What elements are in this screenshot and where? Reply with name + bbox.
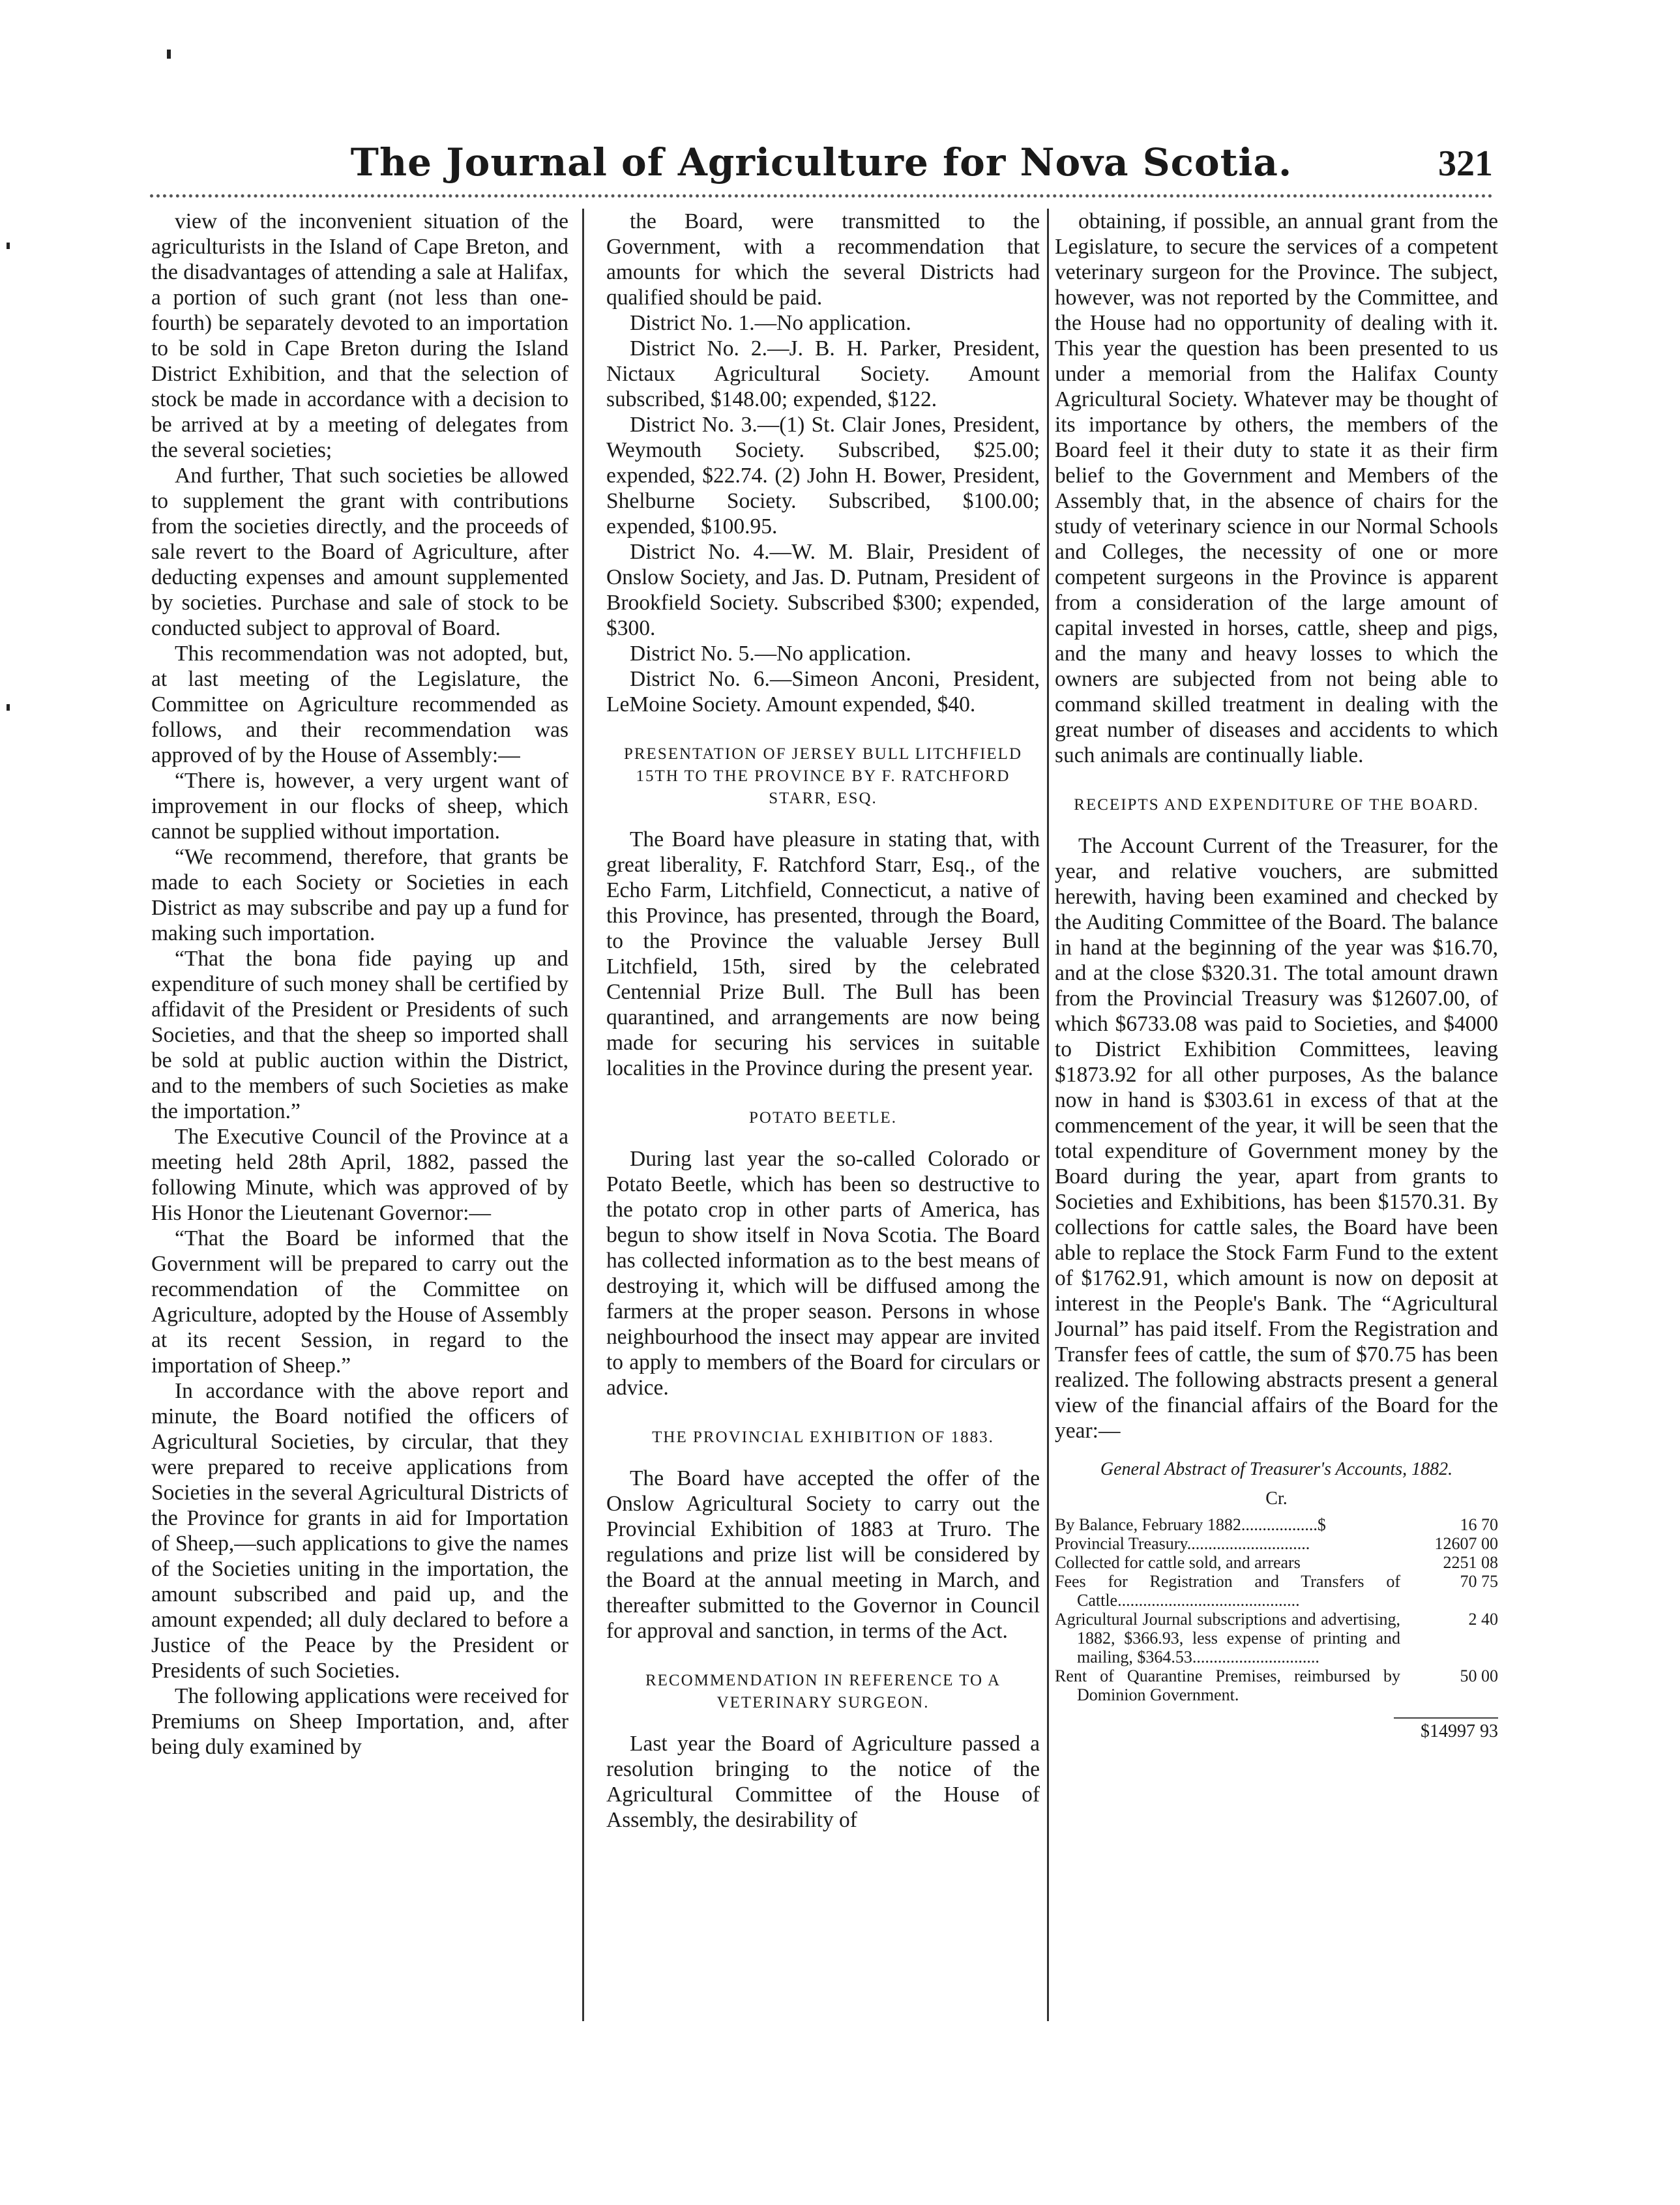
- paragraph: view of the inconvenient situation of the agriculturists in the Island of Cape Breton, and the disadvantages of attending a sale at Halifax, a portion of such grant (not less than one-fourth) be separately devoted to an importation to be sold in Cape Breton during the Island District Exhibition, and that the selection of stock be made in accordance with a decision to be arrived at by a meeting of delegates from the several societies;: [151, 209, 568, 462]
- abstract-row-amount: 2251 08: [1443, 1553, 1498, 1572]
- abstract-title: General Abstract of Treasurer's Accounts, 1882.: [1100, 1459, 1453, 1479]
- paragraph: “There is, however, a very urgent want of improvement in our flocks of sheep, which cannot be supplied without importation.: [151, 769, 568, 844]
- paragraph: The following applications were received for Premiums on Sheep Importation, and, after being duly examined by: [151, 1684, 568, 1759]
- abstract-row: [1055, 1610, 1498, 1666]
- column-1: [151, 209, 568, 1760]
- page-header: [150, 140, 1493, 199]
- column-divider: [1047, 209, 1049, 2021]
- abstract-row-amount: 70 75: [1460, 1572, 1498, 1591]
- abstract-row: [1055, 1515, 1498, 1534]
- abstract-row: [1055, 1666, 1498, 1704]
- abstract-row-label: Collected for cattle sold, and arrears: [1055, 1553, 1301, 1572]
- abstract-row-amount: 16 70: [1460, 1515, 1498, 1534]
- margin-mark: [7, 243, 10, 249]
- paragraph: The Executive Council of the Province at a meeting held 28th April, 1882, passed the following Minute, which was approved of by His Honor the Lieutenant Governor:—: [151, 1125, 568, 1225]
- paragraph: District No. 3.—(1) St. Clair Jones, President, Weymouth Society. Subscribed, $25.00; expended, $22.74. (2) John H. Bower, President, Shelburne Society. Subscribed, $100.00; expended, $100.95.: [606, 413, 1040, 539]
- column-3: [1055, 209, 1498, 1744]
- abstract-row: [1055, 1553, 1498, 1572]
- paragraph: In accordance with the above report and minute, the Board notified the officers of Agricultural Societies, by circular, that they were prepared to receive applications from Societies in the several Agricultural Districts of the Province for grants in aid for Importation of Sheep,—such applications to give the names of the Societies uniting in the importation, the amount subscribed and paid up, and the amount expended; all duly declared to before a Justice of the Peace by the President or Presidents of such Societies.: [151, 1379, 568, 1683]
- abstract-row-label: Rent of Quarantine Premises, reimbursed by Dominion Government.: [1055, 1666, 1400, 1704]
- section-heading: THE PROVINCIAL EXHIBITION OF 1883.: [652, 1428, 994, 1446]
- paragraph: District No. 6.—Simeon Anconi, President, LeMoine Society. Amount expended, $40.: [606, 667, 1040, 717]
- paragraph: The Board have accepted the offer of the Onslow Agricultural Society to carry out the Provincial Exhibition of 1883 at Truro. The regulations and prize list will be considered by the Board at the annual meeting in March, and thereafter submitted to the Governor in Council for approval and sanction, in terms of the Act.: [606, 1466, 1040, 1643]
- paragraph: The Account Current of the Treasurer, for the year, and relative vouchers, are submitted herewith, having been examined and checked by the Auditing Committee of the Board. The balance in hand at the beginning of the year was $16.70, and at the close $320.31. The total amount drawn from the Provincial Treasury was $12607.00, of which $6733.08 was paid to Societies, and $4000 to District Exhibition Committees, leaving $1873.92 for all other purposes, As the balance now in hand is $303.61 in excess of that at the commencement of the year, it will be seen that the total expenditure of Government money by the Board during the year, apart from grants to Societies and Exhibitions, has been $1570.31. By collections for cattle sales, the Board have been able to replace the Stock Farm Fund to the extent of $1762.91, which amount is now on deposit at interest in the People's Bank. The “Agricultural Journal” has paid itself. From the Registration and Transfer fees of cattle, the sum of $70.75 has been realized. The following abstracts present a general view of the financial affairs of the Board for the year:—: [1055, 834, 1498, 1443]
- abstract-row-amount: 12607 00: [1434, 1534, 1498, 1553]
- page-title: The Journal of Agriculture for Nova Scotia.: [350, 140, 1293, 185]
- column-2: [606, 209, 1040, 1833]
- section-heading: POTATO BEETLE.: [749, 1109, 897, 1127]
- paragraph: “That the bona fide paying up and expenditure of such money shall be certified by affidavit of the President or Presidents of such Societies, and that the sheep so imported shall be sold at public auction within the District, and to the members of such Societies as make the importation.”: [151, 947, 568, 1123]
- paragraph: And further, That such societies be allowed to supplement the grant with contributions from the societies directly, and the proceeds of sale revert to the Board of Agriculture, after deducting expenses and amount supplemented by societies. Purchase and sale of stock to be conducted subject to approval of Board.: [151, 464, 568, 640]
- paragraph: District No. 2.—J. B. H. Parker, President, Nictaux Agricultural Society. Amount subscribed, $148.00; expended, $122.: [606, 336, 1040, 411]
- header-rule: [150, 194, 1493, 198]
- abstract-row: [1055, 1534, 1498, 1553]
- paragraph: District No. 1.—No application.: [630, 311, 911, 335]
- section-heading: PRESENTATION OF JERSEY BULL LITCHFIELD 15TH TO THE PROVINCE BY F. RATCHFORD STARR, ESQ.: [623, 745, 1023, 807]
- paragraph: District No. 5.—No application.: [630, 642, 911, 666]
- paragraph: During last year the so-called Colorado or Potato Beetle, which has been so destructive to the potato crop in other parts of America, has begun to show itself in Nova Scotia. The Board has collected information as to the best means of destroying it, which will be diffused among the farmers at the proper season. Persons in whose neighbourhood the insect may appear are invited to apply to members of the Board for circulars or advice.: [606, 1147, 1040, 1400]
- abstract-row: [1055, 1572, 1498, 1610]
- paragraph: Last year the Board of Agriculture passed a resolution bringing to the notice of the Agricultural Committee of the House of Assembly, the desirability of: [606, 1732, 1040, 1832]
- paragraph: “That the Board be informed that the Government will be prepared to carry out the recommendation of the Committee on Agriculture, adopted by the House of Assembly at its recent Session, in regard to the importation of Sheep.”: [151, 1226, 568, 1378]
- margin-mark: [7, 704, 10, 711]
- section-heading: RECOMMENDATION IN REFERENCE TO A VETERINARY SURGEON.: [645, 1672, 1001, 1711]
- abstract-row-label: Fees for Registration and Transfers of Cattle...........................................: [1055, 1572, 1400, 1610]
- abstract-total: $14997 93: [1394, 1717, 1498, 1744]
- paragraph: The Board have pleasure in stating that, with great liberality, F. Ratchford Starr, Esq., of the Echo Farm, Litchfield, Connecticut, a native of this Province, has presented, through the Board, to the Province the valuable Jersey Bull Litchfield, 15th, sired by the celebrated Centennial Prize Bull. The Bull has been quarantined, and arrangements are now being made for securing his services in suitable localities in the Province during the present year.: [606, 827, 1040, 1080]
- paragraph: the Board, were transmitted to the Government, with a recommendation that amounts for which the several Districts had qualified should be paid.: [606, 209, 1040, 310]
- column-divider: [582, 209, 584, 2021]
- paragraph: District No. 4.—W. M. Blair, President of Onslow Society, and Jas. D. Putnam, President of Brookfield Society. Subscribed $300; expended, $300.: [606, 540, 1040, 640]
- page-number: 321: [1438, 143, 1493, 184]
- treasurer-abstract: [1055, 1457, 1498, 1744]
- abstract-row-amount: 2 40: [1468, 1610, 1498, 1629]
- paragraph: “We recommend, therefore, that grants be made to each Society or Societies in each District as may subscribe and pay up a fund for making such importation.: [151, 845, 568, 945]
- abstract-row-amount: 50 00: [1460, 1666, 1498, 1685]
- margin-mark: [167, 50, 171, 59]
- abstract-row-label: Provincial Treasury.............................: [1055, 1534, 1310, 1553]
- abstract-side-label: Cr.: [1265, 1488, 1288, 1509]
- abstract-row-label: Agricultural Journal subscriptions and advertising, 1882, $366.93, less expense of printing and mailing, $364.53..............................: [1055, 1610, 1400, 1666]
- paragraph: obtaining, if possible, an annual grant from the Legislature, to secure the services of a competent veterinary surgeon for the Province. The subject, however, was not reported by the Committee, and the House had no opportunity of dealing with it. This year the question has been presented to us under a memorial from the Halifax County Agricultural Society. Whatever may be thought of its importance by others, the members of the Board feel it their duty to state it as their firm belief to the Government and Members of the Assembly that, in the absence of chairs for the study of veterinary science in our Normal Schools and Colleges, the necessity of one or more competent surgeons in the Province is apparent from a consideration of the large amount of capital invested in horses, cattle, sheep and pigs, and the many and heavy losses to which the owners are subjected from not being able to command skilled treatment in dealing with the great number of diseases and accidents to which such animals are continually liable.: [1055, 209, 1498, 767]
- abstract-rows: [1055, 1515, 1498, 1704]
- section-heading: RECEIPTS AND EXPENDITURE OF THE BOARD.: [1074, 796, 1479, 814]
- abstract-row-label: By Balance, February 1882..................$: [1055, 1515, 1326, 1534]
- column-3-body: [1055, 209, 1498, 1443]
- paragraph: This recommendation was not adopted, but, at last meeting of the Legislature, the Committee on Agriculture recommended as follows, and their recommendation was approved of by the House of Assembly:—: [151, 642, 568, 767]
